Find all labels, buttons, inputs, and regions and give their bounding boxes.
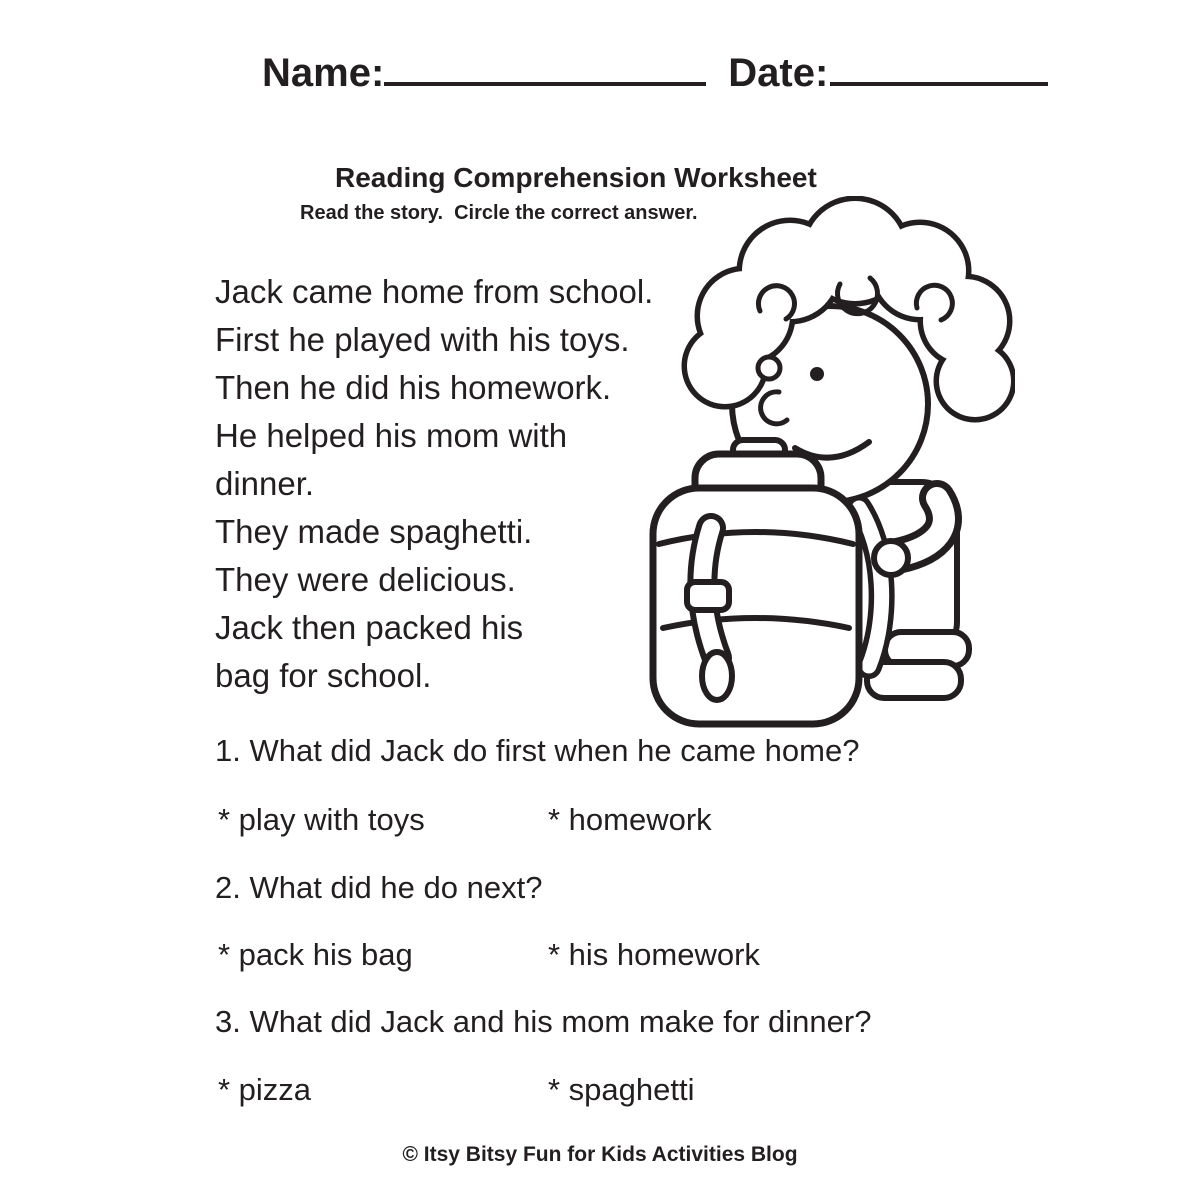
page-title: Reading Comprehension Worksheet: [335, 162, 817, 193]
date-label: Date:: [728, 51, 829, 95]
question-2-prompt: 2. What did he do next?: [215, 870, 543, 905]
backpack-strap-tip: [702, 652, 732, 700]
story-line: He helped his mom with: [215, 417, 568, 454]
story-line: dinner.: [215, 465, 315, 502]
footer-credit: © Itsy Bitsy Fun for Kids Activities Blog: [402, 1143, 798, 1166]
boy-eye-left: [758, 357, 780, 379]
boy-eye-right: [810, 367, 824, 381]
page-instructions: Read the story. Circle the correct answer.: [300, 202, 698, 224]
question-2-option-b[interactable]: * his homework: [548, 937, 760, 972]
name-input-line[interactable]: [384, 46, 706, 86]
backpack-buckle: [687, 582, 729, 610]
date-input-line[interactable]: [830, 46, 1048, 86]
story-line: Then he did his homework.: [215, 369, 612, 406]
question-1-options: [215, 801, 712, 839]
story-line: First he played with his toys.: [215, 321, 630, 358]
question-3-option-b[interactable]: * spaghetti: [548, 1072, 695, 1107]
question-1-option-b[interactable]: * homework: [548, 802, 712, 837]
story-line: Jack came home from school.: [215, 273, 654, 310]
header: [262, 46, 1048, 96]
backpack-body: [653, 488, 859, 724]
question-1-prompt: 1. What did Jack do first when he came home?: [215, 733, 860, 768]
story-line: They made spaghetti.: [215, 513, 533, 550]
story-line: They were delicious.: [215, 561, 516, 598]
story-line: Jack then packed his: [215, 609, 524, 646]
question-3-prompt: 3. What did Jack and his mom make for dinner?: [215, 1004, 872, 1039]
boy-hand: [874, 541, 908, 575]
question-3-options: [215, 1071, 695, 1109]
story-line: bag for school.: [215, 657, 432, 694]
question-1-option-a[interactable]: * play with toys: [218, 802, 425, 837]
question-2-options: [215, 936, 760, 974]
name-label: Name:: [262, 51, 385, 95]
question-2-option-a[interactable]: * pack his bag: [218, 937, 413, 972]
story-text: [215, 268, 653, 700]
question-3-option-a[interactable]: * pizza: [218, 1072, 312, 1107]
boy-with-backpack-illustration: [645, 196, 1015, 736]
